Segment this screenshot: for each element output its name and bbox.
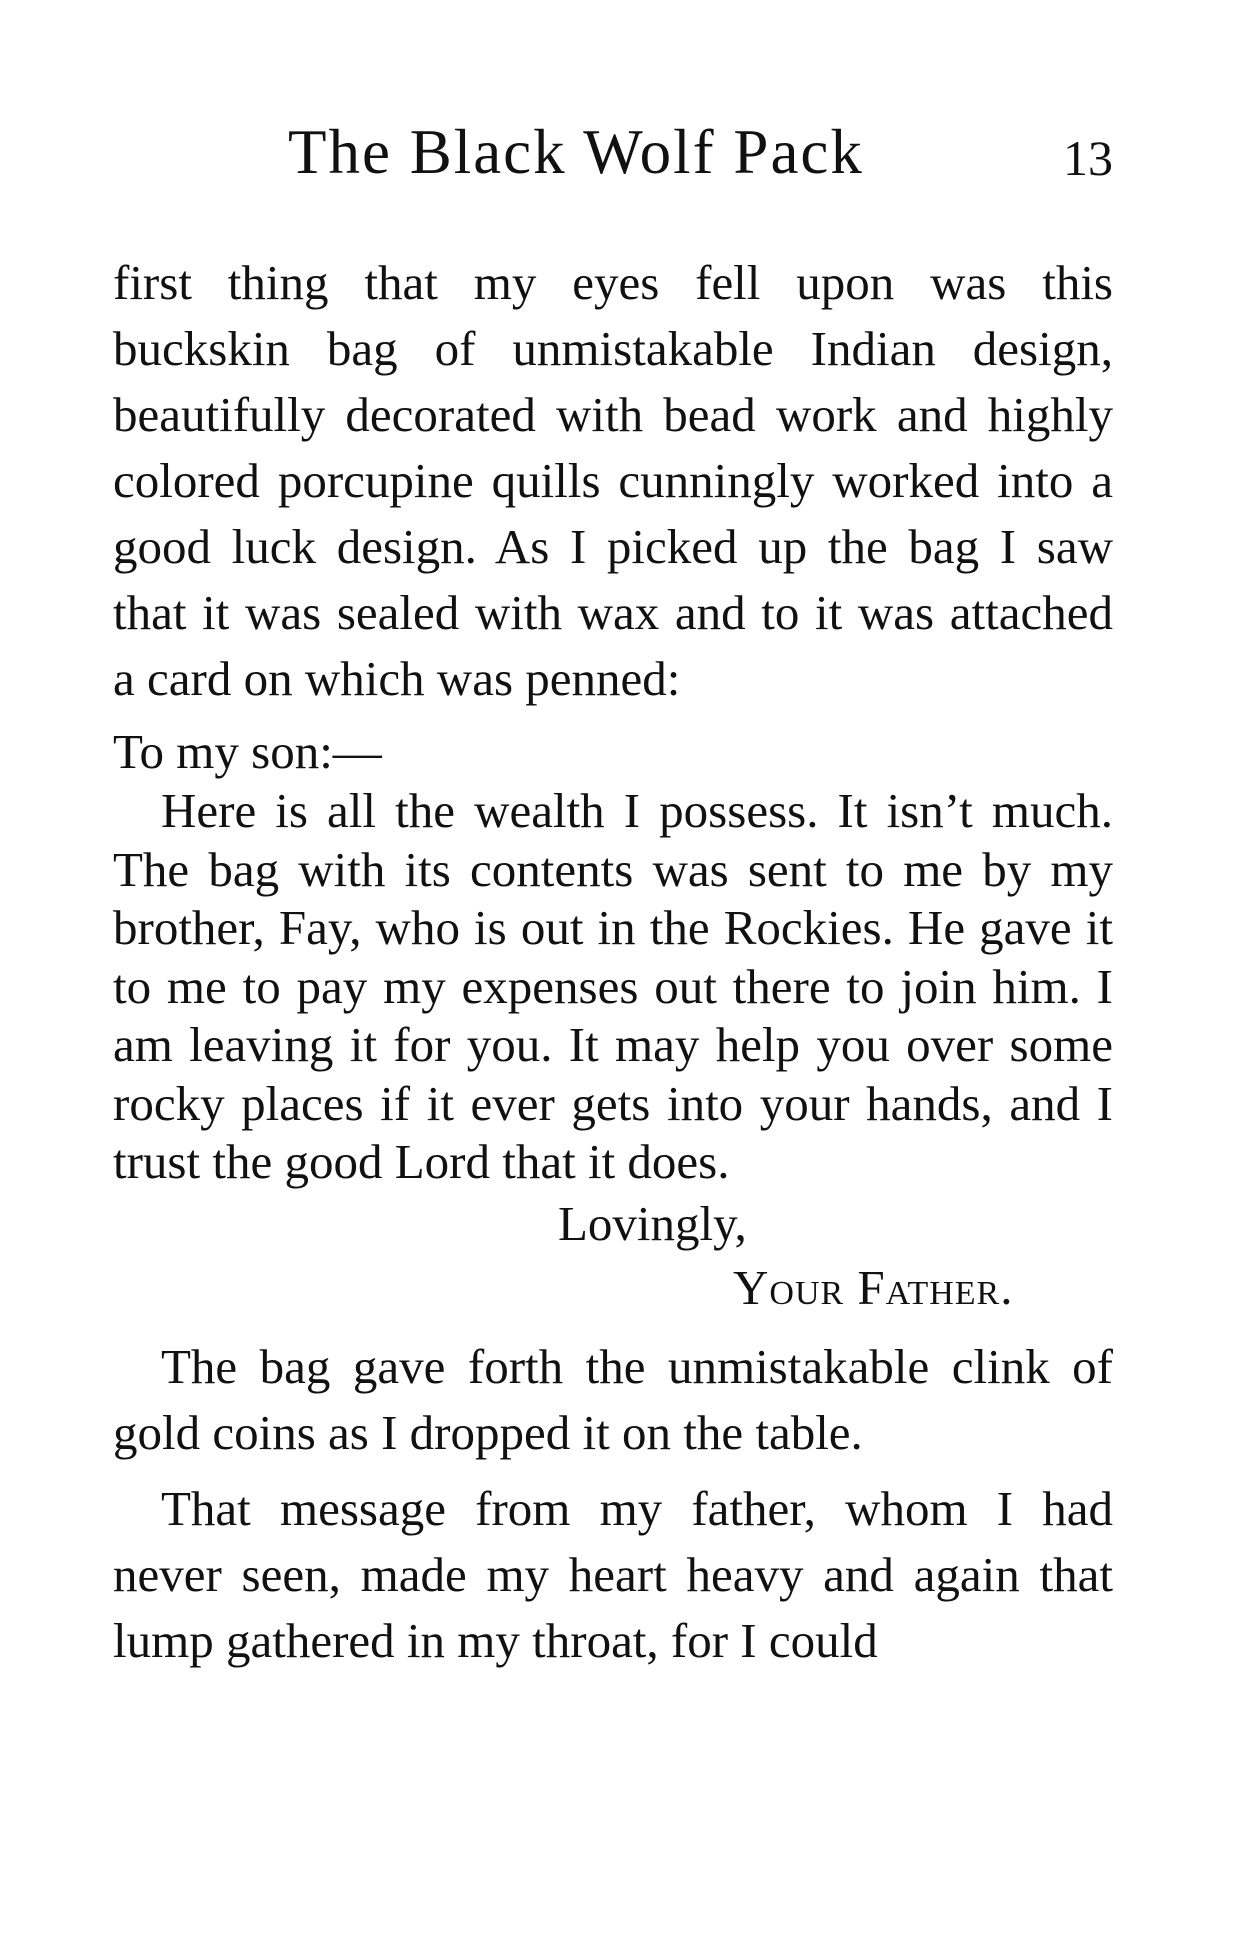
paragraph-2: The bag gave forth the unmistakable clink of gold coins as I dropped it on the table. <box>113 1338 1113 1460</box>
paragraph-1: first thing that my eyes fell upon was this buckskin bag of unmistakable Indian design, beautifully decorated with bead work and highly colored porcupine quills cunningly worked into a good luck design. As I picked up the bag I saw that it was sealed with wax and to it was attached a card on which was penned: <box>113 255 1113 706</box>
letter-signature: Your Father. <box>733 1259 1014 1315</box>
letter-salutation: To my son:— <box>113 724 382 779</box>
book-page <box>113 112 1113 1668</box>
letter-body: Here is all the wealth I possess. It isn’t much. The bag with its contents was sent to me by my brother, Fay, who is out in the Rockies. He gave it to me to pay my expenses out there to join him. I am leaving it for you. It may help you over some rocky places if it ever gets into your hands, and I trust the good Lord that it does. <box>113 783 1113 1189</box>
running-title: The Black Wolf Pack <box>288 117 864 187</box>
running-head <box>113 112 1113 202</box>
page-number: 13 <box>1063 130 1113 186</box>
body-text <box>113 250 1113 1674</box>
letter-closing: Lovingly, <box>558 1195 747 1251</box>
paragraph-3: That message from my father, whom I had never seen, made my heart heavy and again that lump gathered in my throat, for I could <box>113 1480 1113 1668</box>
